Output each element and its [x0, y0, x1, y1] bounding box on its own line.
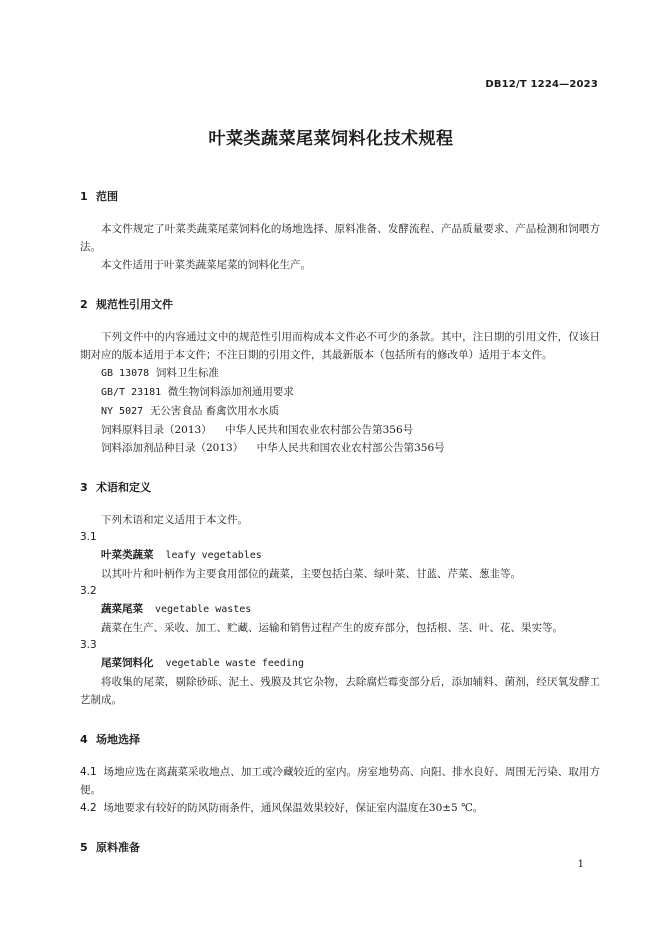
section-heading-site-selection: [80, 731, 600, 749]
clause-text: 场地应选在离蔬菜采收地点、加工或冷藏较近的室内。房室地势高、向阳、排水良好、周围无污染、取用方便。: [80, 766, 600, 796]
scope-paragraph-2: 本文件适用于叶菜类蔬菜尾菜的饲料化生产。: [101, 259, 311, 271]
term-number: 3.3: [80, 639, 97, 651]
document-body: [80, 188, 600, 871]
clause-paragraph: [80, 799, 600, 817]
reference-code: 饲料添加剂品种目录（2013）: [101, 442, 244, 454]
term-zh: 叶菜类蔬菜: [101, 549, 154, 561]
scope-paragraph-1: 本文件规定了叶菜类蔬菜尾菜饲料化的场地选择、原料准备、发酵流程、产品质量要求、产品检测和饲喂方法。: [80, 223, 600, 253]
clause-paragraph: [80, 763, 600, 799]
term-definition: 蔬菜在生产、采收、加工、贮藏、运输和销售过程产生的废弃部分，包括根、茎、叶、花、果实等。: [101, 622, 563, 634]
section-number: 2: [80, 298, 88, 311]
document-title: 叶菜类蔬菜尾菜饲料化技术规程: [208, 129, 454, 149]
reference-item: [80, 439, 600, 457]
term-name: [80, 546, 600, 565]
references-intro-paragraph: 下列文件中的内容通过文中的规范性引用而构成本文件必不可少的条款。其中，注日期的引用文件，仅该日期对应的版本适用于本文件；不注日期的引用文件，其最新版本（包括所有的修改单）适用于本文件。: [80, 331, 600, 361]
reference-code: NY 5027: [101, 406, 144, 417]
term-zh: 尾菜饲料化: [101, 657, 154, 669]
reference-item: [80, 402, 600, 421]
section-title: 原料准备: [96, 841, 140, 854]
reference-title: 中华人民共和国农业农村部公告第356号: [256, 442, 445, 454]
term-name: [80, 654, 600, 673]
section-title: 范围: [96, 190, 118, 203]
clause-number: 4.1: [80, 766, 97, 778]
section-number: 4: [80, 733, 88, 746]
term-name: [80, 600, 600, 619]
section-heading-scope: [80, 188, 600, 206]
reference-title: 饲料卫生标准: [155, 367, 219, 379]
section-title: 术语和定义: [96, 481, 151, 494]
term-en: vegetable waste feeding: [165, 658, 304, 669]
term-definition: 以其叶片和叶柄作为主要食用部位的蔬菜，主要包括白菜、绿叶菜、甘蓝、芹菜、葱韭等。: [101, 568, 521, 580]
term-en: leafy vegetables: [165, 550, 262, 561]
reference-code: GB/T 23181: [101, 387, 162, 398]
section-number: 3: [80, 481, 88, 494]
section-number: 1: [80, 190, 88, 203]
section-number: 5: [80, 841, 88, 854]
term-number: 3.2: [80, 585, 97, 597]
term-definition: 将收集的尾菜，剔除砂砾、泥土、残膜及其它杂物，去除腐烂霉变部分后，添加辅料、菌剂，经厌氧发酵工艺制成。: [80, 676, 600, 706]
section-title: 规范性引用文件: [96, 298, 173, 311]
clause-text: 场地要求有较好的防风防雨条件，通风保温效果较好，保证室内温度在30±5 ℃。: [103, 802, 484, 814]
reference-item: [80, 421, 600, 439]
reference-title: 无公害食品 畜禽饮用水水质: [149, 405, 280, 417]
clause-number: 4.2: [80, 802, 97, 814]
term-zh: 蔬菜尾菜: [101, 603, 143, 615]
terms-intro-paragraph: 下列术语和定义适用于本文件。: [101, 514, 248, 526]
reference-code: 饲料原料目录（2013）: [101, 424, 212, 436]
term-en: vegetable wastes: [155, 604, 252, 615]
page-number: 1: [577, 859, 584, 870]
reference-item: [80, 364, 600, 383]
reference-item: [80, 383, 600, 402]
section-heading-raw-materials: [80, 839, 600, 857]
reference-title: 中华人民共和国农业农村部公告第356号: [225, 424, 414, 436]
reference-code: GB 13078: [101, 368, 150, 379]
section-heading-terms-definitions: [80, 479, 600, 497]
section-heading-normative-references: [80, 296, 600, 314]
term-number: 3.1: [80, 531, 97, 543]
standard-code: DB12/T 1224—2023: [485, 79, 598, 90]
section-title: 场地选择: [96, 733, 140, 746]
reference-title: 微生物饲料添加剂通用要求: [167, 386, 294, 398]
